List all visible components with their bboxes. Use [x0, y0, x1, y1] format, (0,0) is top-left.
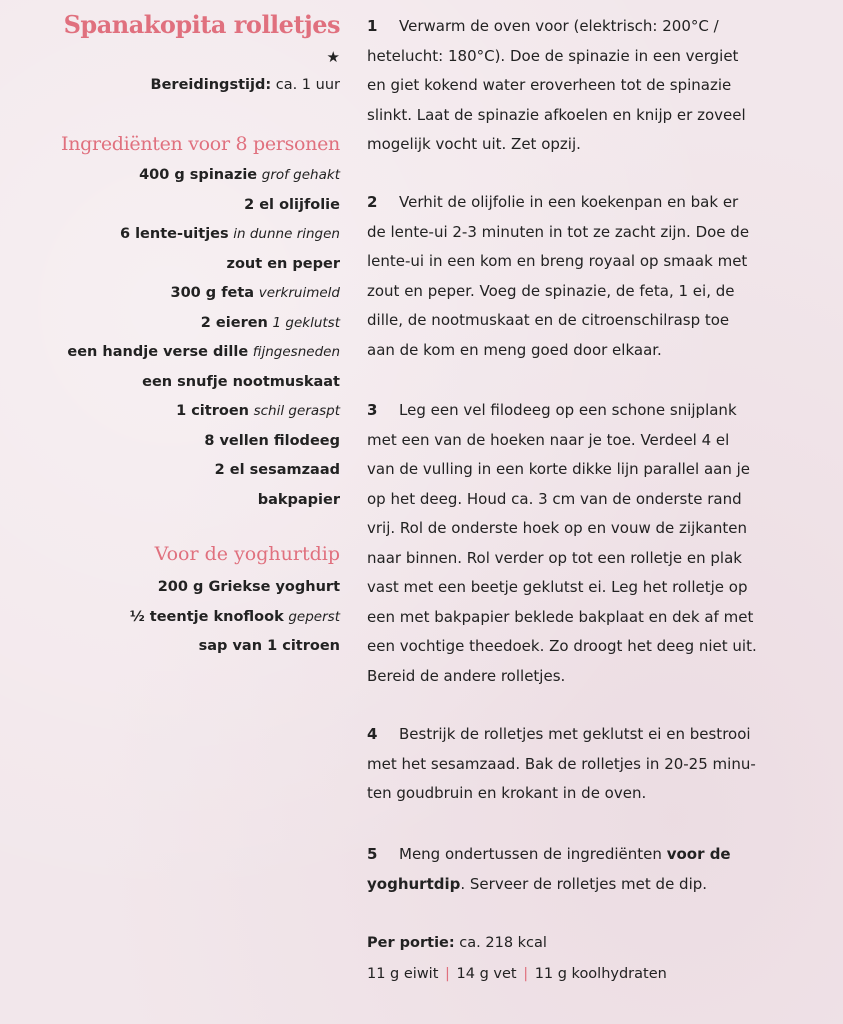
nutrition-info	[367, 928, 667, 990]
separator: |	[523, 966, 529, 982]
ingredient-main: bakpapier	[257, 491, 340, 508]
step-number: 5	[367, 845, 378, 863]
ingredient-item	[67, 338, 340, 368]
step-text: een vochtige theedoek. Zo droogt het deeg niet uit.	[367, 637, 757, 655]
ingredient-main: 6 lente-uitjes	[119, 226, 229, 242]
step-2	[367, 188, 797, 365]
prep-time-label: Bereidingstijd:	[150, 77, 272, 93]
ingredient-item	[130, 632, 340, 662]
nutrition-label: Per portie:	[367, 935, 455, 951]
step-text: een met bakpapier beklede bakplaat en dek af met	[367, 607, 754, 626]
ingredient-item	[67, 279, 340, 309]
step-text-bold: voor de	[666, 845, 731, 863]
step-text: Leg een vel filodeeg op een schone snijplank	[399, 401, 737, 419]
ingredient-item	[67, 309, 340, 339]
ingredient-item	[67, 427, 340, 457]
ingredient-note: schil geraspt	[253, 403, 340, 419]
step-number: 2	[367, 193, 378, 211]
step-text: Bereid de andere rolletjes.	[367, 666, 566, 685]
ingredient-note: geperst	[288, 608, 340, 625]
step-number: 4	[367, 725, 378, 743]
step-text: dille, de nootmuskaat en de citroenschilrasp toe	[367, 311, 730, 329]
prep-time-value: ca. 1 uur	[275, 77, 340, 93]
ingredient-note: in dunne ringen	[233, 226, 340, 242]
step-4	[367, 720, 797, 809]
difficulty-star: ★	[326, 48, 340, 66]
step-number: 1	[367, 17, 378, 35]
nutrition-protein: 11 g eiwit	[367, 966, 439, 982]
separator: |	[445, 966, 450, 982]
ingredient-item	[67, 397, 340, 427]
step-text: naar binnen. Rol verder op tot een rolletje en plak	[367, 548, 742, 567]
step-3	[367, 396, 797, 691]
step-text: vast met een beetje geklutst ei. Leg het rolletje op	[367, 578, 748, 596]
step-text: slinkt. Laat de spinazie afkoelen en knijp er zoveel	[367, 105, 746, 124]
recipe-title: Spanakopita rolletjes	[63, 10, 340, 39]
step-text: Verhit de olijfolie in een koekenpan en bak er	[399, 193, 739, 211]
ingredient-main: zout en peper	[226, 255, 340, 272]
nutrition-line-2	[367, 959, 667, 990]
nutrition-line-1	[367, 928, 667, 959]
ingredient-main: ½ teentje knoflook	[129, 608, 284, 625]
ingredient-item	[130, 603, 340, 633]
step-text: hetelucht: 180°C). Doe de spinazie in een vergiet	[367, 46, 739, 65]
ingredient-item	[67, 161, 340, 191]
ingredient-item	[67, 486, 340, 516]
step-text: mogelijk vocht uit. Zet opzij.	[367, 135, 581, 153]
step-text-bold: yoghurtdip	[367, 874, 461, 893]
step-1	[367, 12, 797, 160]
step-text: Verwarm de oven voor (elektrisch: 200°C /	[399, 17, 719, 35]
ingredient-item	[67, 250, 340, 280]
step-text: de lente-ui 2-3 minuten in tot ze zacht zijn. Doe de	[367, 222, 750, 241]
step-text: . Serveer de rolletjes met de dip.	[460, 874, 708, 893]
step-text: lente-ui in een kom en breng royaal op smaak met	[367, 252, 748, 270]
step-text: zout en peper. Voeg de spinazie, de feta, 1 ei, de	[367, 281, 735, 300]
ingredient-item	[67, 368, 340, 398]
ingredient-main: 2 el sesamzaad	[214, 462, 340, 478]
ingredient-item	[67, 456, 340, 486]
ingredient-item	[67, 220, 340, 250]
ingredient-main: een handje verse dille	[67, 344, 249, 360]
nutrition-kcal: ca. 218 kcal	[459, 935, 547, 951]
ingredient-main: 400 g spinazie	[139, 167, 258, 183]
ingredient-main: 200 g Griekse yoghurt	[157, 579, 340, 595]
ingredient-main: 2 el olijfolie	[244, 196, 340, 213]
step-5	[367, 840, 797, 899]
step-text: vrij. Rol de onderste hoek op en vouw de zijkanten	[367, 519, 747, 537]
step-number: 3	[367, 401, 378, 419]
nutrition-fat: 14 g vet	[456, 966, 517, 982]
step-text: met een van de hoeken naar je toe. Verdeel 4 el	[367, 430, 730, 449]
ingredient-item	[67, 191, 340, 221]
step-text: van de vulling in een korte dikke lijn parallel aan je	[367, 460, 751, 478]
ingredients-heading: Ingrediënten voor 8 personen	[61, 133, 340, 155]
nutrition-carbs: 11 g koolhydraten	[534, 966, 667, 982]
ingredient-note: grof gehakt	[261, 167, 340, 183]
ingredient-main: sap van 1 citroen	[198, 638, 340, 654]
step-text: Meng ondertussen de ingrediënten	[399, 845, 667, 863]
step-text: Bestrijk de rolletjes met geklutst ei en bestrooi	[399, 725, 751, 743]
ingredient-note: verkruimeld	[258, 285, 340, 301]
ingredient-main: 300 g feta	[170, 285, 255, 301]
step-text: aan de kom en meng goed door elkaar.	[367, 340, 662, 359]
ingredients-list	[67, 161, 340, 515]
prep-time	[151, 77, 340, 93]
step-text: met het sesamzaad. Bak de rolletjes in 20-25 minu-	[367, 754, 756, 773]
ingredient-main: een snufje nootmuskaat	[142, 373, 340, 390]
step-text: op het deeg. Houd ca. 3 cm van de onderste rand	[367, 489, 742, 508]
ingredient-main: 8 vellen filodeeg	[204, 432, 340, 449]
dip-ingredients-list	[130, 573, 340, 662]
ingredient-note: 1 geklutst	[272, 314, 340, 331]
ingredient-main: 2 eieren	[200, 314, 268, 331]
step-text: en giet kokend water eroverheen tot de spinazie	[367, 76, 732, 94]
ingredient-note: fijngesneden	[252, 344, 340, 360]
step-text: ten goudbruin en krokant in de oven.	[367, 784, 647, 802]
ingredient-main: 1 citroen	[176, 403, 249, 419]
dip-heading: Voor de yoghurtdip	[154, 543, 340, 565]
ingredient-item	[130, 573, 340, 603]
